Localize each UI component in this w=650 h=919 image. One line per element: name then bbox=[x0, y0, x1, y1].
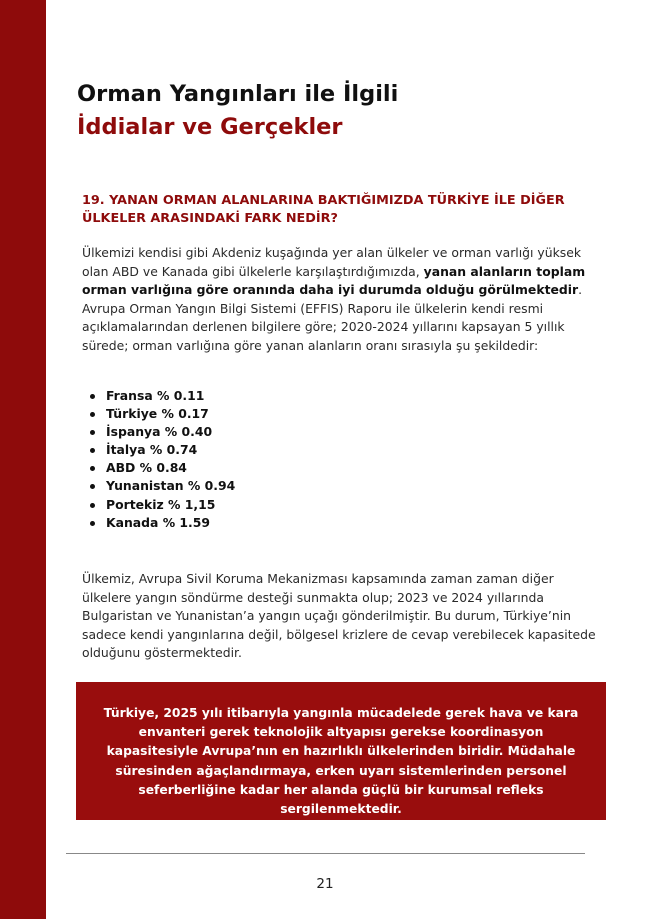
burn-ratio-list bbox=[86, 387, 235, 532]
list-item: İspanya % 0.40 bbox=[86, 423, 235, 441]
intro-text-1: Ülkemizi kendisi gibi Akdeniz kuşağında yer alan ülkeler ve orman varlığı yüksek olan ABD ve Kanada gibi ülkelerle karşılaştırdığımızda, bbox=[82, 245, 582, 279]
list-item: Türkiye % 0.17 bbox=[86, 405, 235, 423]
callout-box: Türkiye, 2025 yılı itibarıyla yangınla mücadelede gerek hava ve kara envanteri gerek teknolojik altyapısı gerekse koordinasyon kapasitesiyle Avrupa’nın en hazırlıklı ülkelerinden biridir. Müdahale süresinden ağaçlandırmaya, erken uyarı sistemlerinden personel seferberliğine kadar her alanda güçlü bir kurumsal refleks sergilenmektedir. bbox=[76, 682, 606, 820]
intro-bold-text: yanan alanların toplam orman varlığına göre oranında daha iyi durumda olduğu görülmektedir bbox=[82, 263, 586, 298]
intro-paragraph bbox=[82, 244, 602, 356]
title-line-1: Orman Yangınları ile İlgili bbox=[77, 81, 399, 107]
support-paragraph: Ülkemiz, Avrupa Sivil Koruma Mekanizması kapsamında zaman zaman diğer ülkelere yangın söndürme desteği sunmakta olup; 2023 ve 2024 yıllarında Bulgaristan ve Yunanistan’a yangın uçağı gönderilmiştir. Bu durum, Türkiye’nin sadece kendi yangınlarına değil, bölgesel krizlere de cevap verebilecek kapasitede olduğunu göstermektedir. bbox=[82, 571, 596, 661]
list-item: Portekiz % 1,15 bbox=[86, 496, 235, 514]
page-title bbox=[77, 78, 597, 144]
list-item: Kanada % 1.59 bbox=[86, 514, 235, 532]
list-item: Fransa % 0.11 bbox=[86, 387, 235, 405]
side-accent-bar bbox=[0, 0, 46, 919]
question-heading: 19. YANAN ORMAN ALANLARINA BAKTIĞIMIZDA TÜRKİYE İLE DİĞER ÜLKELER ARASINDAKİ FARK NEDİR? bbox=[82, 193, 565, 226]
footer-divider bbox=[66, 853, 585, 854]
list-item: İtalya % 0.74 bbox=[86, 441, 235, 459]
list-item: Yunanistan % 0.94 bbox=[86, 477, 235, 495]
list-item: ABD % 0.84 bbox=[86, 459, 235, 477]
intro-text-2: . Avrupa Orman Yangın Bilgi Sistemi (EFFIS) Raporu ile ülkelerin kendi resmi açıklamalarından derlenen bilgilere göre; 2020-2024 yıllarını kapsayan 5 yıllık sürede; orman varlığına göre yanan alanların oranı sırasıyla şu şekildedir: bbox=[82, 282, 583, 353]
title-line-2: İddialar ve Gerçekler bbox=[77, 114, 343, 140]
page-number: 21 bbox=[316, 876, 334, 892]
